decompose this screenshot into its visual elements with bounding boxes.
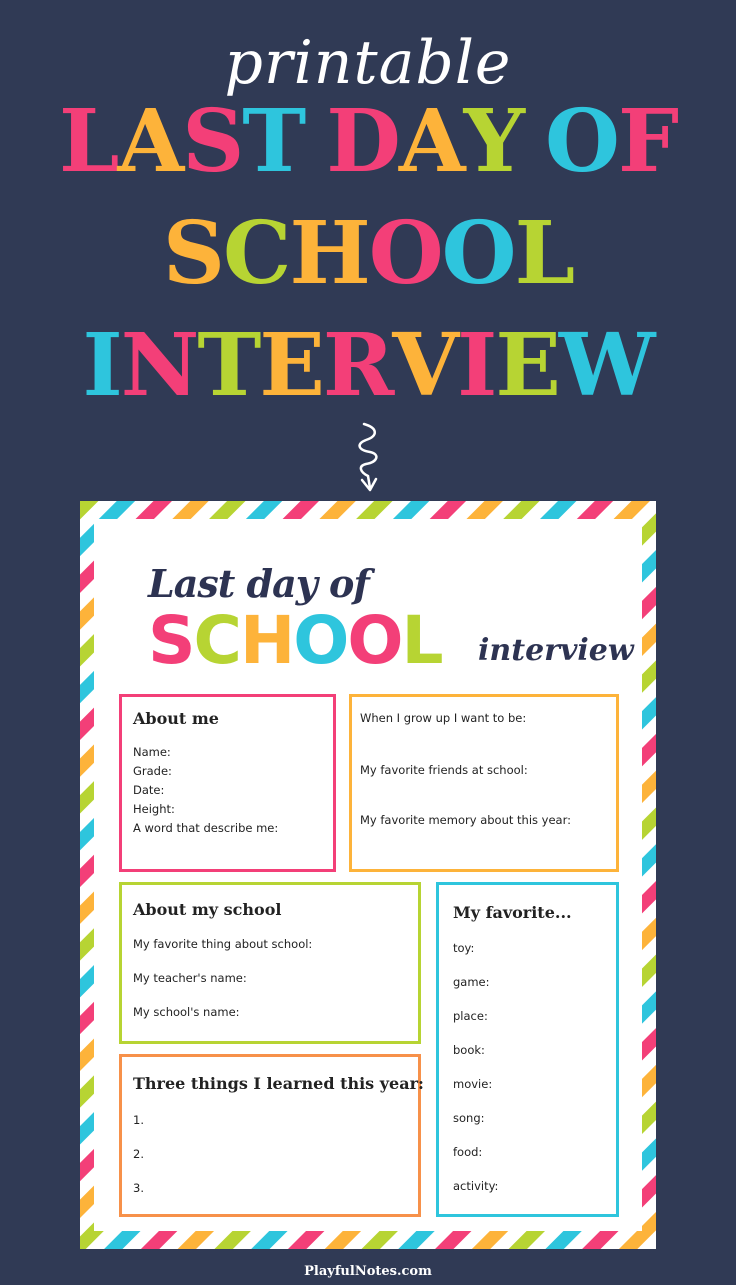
- hero-letter: Y: [463, 91, 524, 192]
- about-me-box: [119, 694, 336, 872]
- hero-letter: A: [117, 91, 183, 192]
- about-school-heading: About my school: [133, 900, 282, 919]
- about-school-box: [119, 882, 421, 1044]
- hero-letter: D: [326, 91, 399, 192]
- field-toy: toy:: [453, 941, 475, 955]
- hero-line-3: [0, 316, 736, 416]
- hero-letter: W: [558, 315, 654, 416]
- hero-script-title: printable: [224, 28, 512, 98]
- learned-item-1: 1.: [133, 1113, 144, 1127]
- three-things-heading: Three things I learned this year:: [133, 1074, 424, 1093]
- field-place: place:: [453, 1009, 488, 1023]
- hero-letter: S: [182, 91, 243, 192]
- field-memory: My favorite memory about this year:: [360, 813, 571, 827]
- sheet-title-letter: O: [293, 602, 348, 679]
- field-activity: activity:: [453, 1179, 499, 1193]
- squiggle-arrow-icon: [352, 420, 386, 494]
- hero-letter: F: [617, 91, 677, 192]
- sheet-title-school: [148, 601, 442, 681]
- hero-letter: C: [223, 203, 290, 304]
- field-song: song:: [453, 1111, 485, 1125]
- hero-letter: O: [545, 91, 618, 192]
- about-me-heading: About me: [133, 709, 219, 728]
- hero-letter: E: [259, 315, 323, 416]
- printable-sheet: [80, 501, 656, 1249]
- hero-letter: T: [197, 315, 260, 416]
- hero-letter: T: [242, 91, 305, 192]
- field-friends: My favorite friends at school:: [360, 763, 528, 777]
- field-name: Name:: [133, 745, 171, 759]
- my-favorite-box: [436, 882, 619, 1217]
- field-movie: movie:: [453, 1077, 493, 1091]
- learned-item-3: 3.: [133, 1181, 144, 1195]
- sheet-title-letter: H: [239, 602, 294, 679]
- sheet-title-letter: O: [347, 602, 402, 679]
- my-favorite-heading: My favorite...: [453, 903, 572, 922]
- field-favorite-thing: My favorite thing about school:: [133, 937, 313, 951]
- hero-letter: O: [368, 203, 442, 304]
- sheet-title-letter: L: [401, 602, 442, 679]
- field-game: game:: [453, 975, 490, 989]
- field-grow-up: When I grow up I want to be:: [360, 711, 527, 725]
- field-book: book:: [453, 1043, 485, 1057]
- hero-letter: N: [120, 315, 198, 416]
- sheet-title-script: Last day of: [148, 561, 369, 606]
- field-school-name: My school's name:: [133, 1005, 240, 1019]
- sheet-inner: [94, 519, 642, 1231]
- hero-letter: A: [398, 91, 464, 192]
- hero-letter: L: [58, 91, 118, 192]
- field-word: A word that describe me:: [133, 821, 279, 835]
- hero-letter: I: [82, 315, 121, 416]
- sheet-title-letter: C: [193, 602, 240, 679]
- hero-letter: H: [289, 203, 369, 304]
- hero-line-1: [0, 92, 736, 192]
- field-food: food:: [453, 1145, 483, 1159]
- hero-letter: O: [441, 203, 515, 304]
- field-teacher: My teacher's name:: [133, 971, 247, 985]
- field-height: Height:: [133, 802, 175, 816]
- hero-letter: E: [495, 315, 559, 416]
- hero-letter: V: [392, 315, 458, 416]
- footer-site-name: PlayfulNotes.com: [304, 1264, 432, 1279]
- three-things-box: [119, 1054, 424, 1217]
- learned-item-2: 2.: [133, 1147, 144, 1161]
- field-date: Date:: [133, 783, 165, 797]
- hero-line-2: [0, 204, 736, 304]
- hero-letter: I: [457, 315, 496, 416]
- future-box: [349, 694, 619, 872]
- hero-letter: R: [322, 315, 393, 416]
- sheet-title-letter: S: [148, 602, 194, 679]
- hero-letter: S: [162, 203, 224, 304]
- field-grade: Grade:: [133, 764, 172, 778]
- sheet-title-interview: interview: [478, 633, 634, 668]
- hero-letter: L: [514, 203, 574, 304]
